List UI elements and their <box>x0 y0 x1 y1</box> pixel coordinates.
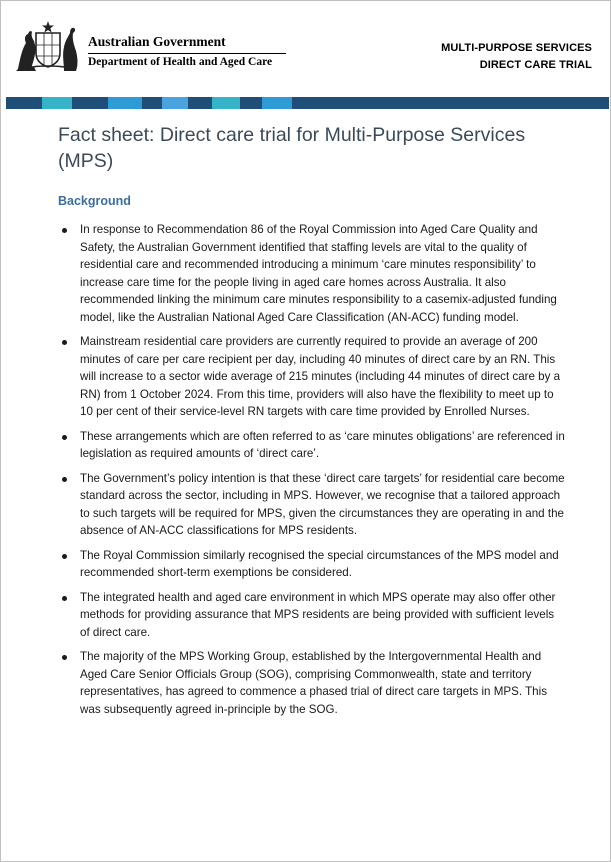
bullet-icon <box>62 435 67 440</box>
background-bullet-list <box>58 221 566 725</box>
stripe-segment <box>142 97 162 109</box>
list-item <box>58 333 566 421</box>
stripe-segment <box>292 97 609 109</box>
stripe-segment <box>240 97 262 109</box>
header-stripe-bar <box>6 97 609 109</box>
list-item-text: The integrated health and aged care environment in which MPS operate may also offer other methods for providing assurance that MPS residents are being provided with sufficient levels of direct care. <box>80 590 556 639</box>
page-header <box>1 1 610 97</box>
coat-of-arms-icon <box>14 19 82 73</box>
list-item <box>58 547 566 582</box>
stripe-segment <box>212 97 240 109</box>
list-item <box>58 221 566 326</box>
list-item-text: These arrangements which are often referred to as ‘care minutes obligations’ are referenced in legislation as required amounts of ‘direct care’. <box>80 429 565 460</box>
bullet-icon <box>62 340 67 345</box>
trial-label-line2: DIRECT CARE TRIAL <box>479 59 592 71</box>
stripe-segment <box>42 97 72 109</box>
list-item <box>58 470 566 540</box>
logo-divider <box>88 53 286 54</box>
list-item-text: The Government’s policy intention is that these ‘direct care targets’ for residential care become standard across the sector, including in MPS. However, we recognise that a tailored approach to such targets will be required for MPS, given the circumstances they are operating in and the absence of AN-ACC classifications for MPS residents. <box>80 471 565 537</box>
stripe-segment <box>188 97 212 109</box>
department-name: Department of Health and Aged Care <box>88 56 273 68</box>
stripe-segment <box>6 97 42 109</box>
bullet-icon <box>62 554 67 559</box>
list-item-text: The Royal Commission similarly recognised the special circumstances of the MPS model and recommended short-term exemptions be considered. <box>80 548 559 579</box>
bullet-icon <box>62 228 67 233</box>
bullet-icon <box>62 477 67 482</box>
trial-label <box>441 40 592 74</box>
stripe-segment <box>162 97 188 109</box>
list-item <box>58 428 566 463</box>
government-name: Australian Government <box>88 34 226 49</box>
stripe-segment <box>108 97 142 109</box>
list-item <box>58 589 566 642</box>
section-heading-background: Background <box>58 194 131 208</box>
trial-label-line1: MULTI-PURPOSE SERVICES <box>441 42 592 54</box>
bullet-icon <box>62 655 67 660</box>
bullet-icon <box>62 596 67 601</box>
stripe-segment <box>72 97 108 109</box>
list-item-text: In response to Recommendation 86 of the Royal Commission into Aged Care Quality and Safety, the Australian Government identified that staffing levels are vital to the quality of residential care and recommended introducing a minimum ‘care minutes responsibility’ to increase care time for the people living in aged care homes across Australia. It also recommended linking the minimum care minutes responsibility to a casemix-adjusted funding model, like the Australian National Aged Care Classification (AN-ACC) funding model. <box>80 223 557 324</box>
list-item-text: Mainstream residential care providers are currently required to provide an average of 200 minutes of care per care recipient per day, including 40 minutes of direct care by an RN. This will increase to a sector wide average of 215 minutes (including 44 minutes of direct care by a RN) from 1 October 2024. From this time, providers will also have the flexibility to meet up to 10 per cent of their service-level RN targets with care time provided by Enrolled Nurses. <box>80 335 561 418</box>
list-item-text: The majority of the MPS Working Group, established by the Intergovernmental Health and Aged Care Senior Officials Group (SOG), comprising Commonwealth, state and territory representatives, has agreed to commence a phased trial of direct care targets in MPS. This was subsequently agreed in-principle by the SOG. <box>80 650 547 716</box>
stripe-segment <box>262 97 292 109</box>
page-title: Fact sheet: Direct care trial for Multi-Purpose Services (MPS) <box>58 124 526 172</box>
list-item <box>58 648 566 718</box>
